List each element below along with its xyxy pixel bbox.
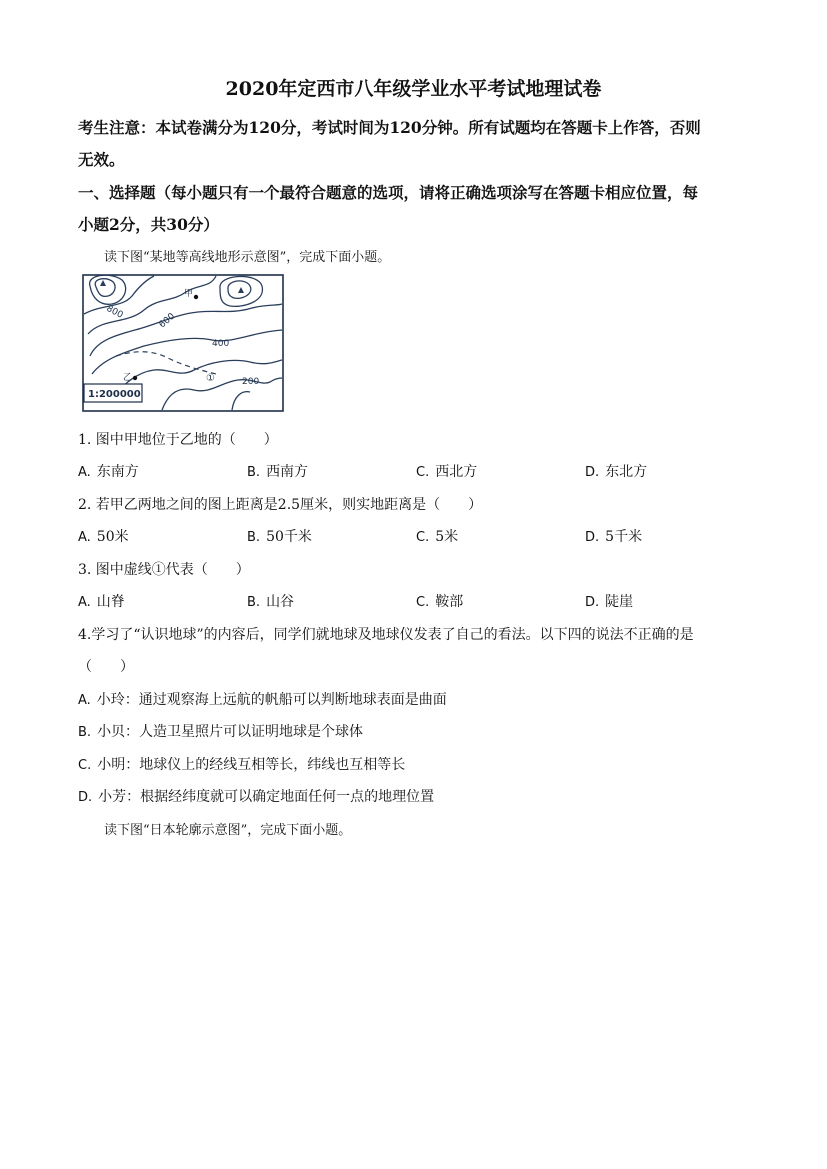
q4-option-b[interactable]: B. 小贝：人造卫星照片可以证明地球是个球体 <box>78 724 364 740</box>
label-dashed-1: ① <box>206 373 215 384</box>
q2-option-c[interactable]: C. 5米 <box>416 529 459 545</box>
contour-label-800: 800 <box>104 303 125 321</box>
q2-option-a[interactable]: A. 50米 <box>78 529 129 545</box>
section-heading-line-1: 一、选择题（每小题只有一个最符合题意的选项，请将正确选项涂写在答题卡相应位置，每 <box>78 183 699 202</box>
q1-option-b[interactable]: B. 西南方 <box>247 464 309 480</box>
question-1-stem: 1. 图中甲地位于乙地的（ ） <box>78 432 278 448</box>
question-3-stem: 3. 图中虚线①代表（ ） <box>78 562 250 578</box>
q1-option-d[interactable]: D. 东北方 <box>585 464 648 480</box>
label-yi: 乙 <box>123 373 133 383</box>
q3-option-c[interactable]: C. 鞍部 <box>416 594 464 610</box>
question-4-paren: （ ） <box>78 659 134 675</box>
point-jia <box>194 295 198 299</box>
q1-option-a[interactable]: A. 东南方 <box>78 464 139 480</box>
question-2-stem: 2. 若甲乙两地之间的图上距离是2.5厘米，则实地距离是（ ） <box>78 497 483 513</box>
contour-label-600: 600 <box>157 311 178 331</box>
notice-line-2: 无效。 <box>78 150 125 169</box>
point-yi <box>133 376 137 380</box>
reading-prompt-2: 读下图“日本轮廓示意图”，完成下面小题。 <box>104 823 352 838</box>
q2-option-d[interactable]: D. 5千米 <box>585 529 643 545</box>
q1-option-c[interactable]: C. 西北方 <box>416 464 478 480</box>
contour-map-figure <box>82 274 284 412</box>
q4-option-a[interactable]: A. 小玲：通过观察海上远航的帆船可以判断地球表面是曲面 <box>78 692 447 708</box>
q4-option-c[interactable]: C. 小明：地球仪上的经线互相等长，纬线也互相等长 <box>78 757 406 773</box>
page-title: 2020年定西市八年级学业水平考试地理试卷 <box>225 78 602 100</box>
reading-prompt-1: 读下图“某地等高线地形示意图”，完成下面小题。 <box>104 250 391 265</box>
scale-label: 1:200000 <box>88 389 141 400</box>
question-4-stem: 4.学习了“认识地球”的内容后，同学们就地球及地球仪发表了自己的看法。以下四的说法不正确的是 <box>78 627 694 643</box>
contour-label-400: 400 <box>212 339 230 349</box>
notice-line-1: 考生注意：本试卷满分为120分，考试时间为120分钟。所有试题均在答题卡上作答，否则 <box>78 118 701 137</box>
q3-option-d[interactable]: D. 陡崖 <box>585 594 634 610</box>
q4-option-d[interactable]: D. 小芳：根据经纬度就可以确定地面任何一点的地理位置 <box>78 789 435 805</box>
contour-label-200: 200 <box>242 377 260 387</box>
q3-option-b[interactable]: B. 山谷 <box>247 594 295 610</box>
label-jia: 甲 <box>184 289 194 299</box>
section-heading-line-2: 小题2分，共30分） <box>78 215 219 234</box>
q2-option-b[interactable]: B. 50千米 <box>247 529 312 545</box>
q3-option-a[interactable]: A. 山脊 <box>78 594 125 610</box>
